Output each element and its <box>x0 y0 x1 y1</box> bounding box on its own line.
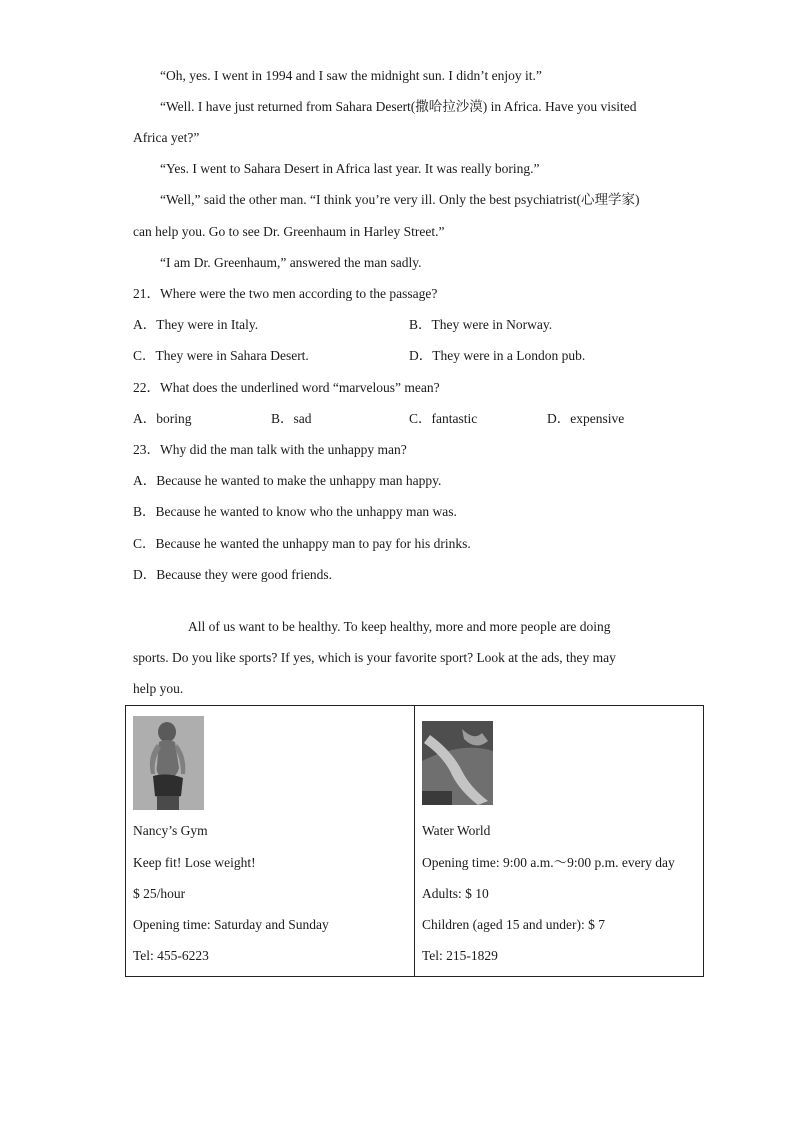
q23-option-b: B．Because he wanted to know who the unhappy man was. <box>133 504 457 519</box>
water-world-adults-price: Adults: $ 10 <box>422 886 489 901</box>
intro-line-1: All of us want to be healthy. To keep healthy, more and more people are doing <box>188 619 611 634</box>
question-21-stem: 21．Where were the two men according to the passage? <box>133 286 438 301</box>
q23-option-d: D．Because they were good friends. <box>133 567 333 582</box>
story-line-2: “Well. I have just returned from Sahara Desert(撒哈拉沙漠) in Africa. Have you visited <box>160 99 637 114</box>
story-line-4: “Yes. I went to Sahara Desert in Africa last year. It was really boring.” <box>160 161 540 176</box>
water-world-name: Water World <box>422 823 491 838</box>
gym-ad-cell <box>126 706 415 977</box>
intro-line-2: sports. Do you like sports? If yes, which is your favorite sport? Look at the ads, they may <box>133 650 616 665</box>
q22-option-b: B．sad <box>271 411 312 426</box>
q22-option-c: C．fantastic <box>409 411 478 426</box>
water-world-tel: Tel: 215-1829 <box>422 948 498 963</box>
story-line-3: Africa yet?” <box>133 130 200 145</box>
gym-tel: Tel: 455-6223 <box>133 948 209 963</box>
q22-option-a: A．boring <box>133 411 192 426</box>
q21-option-a: A．They were in Italy. <box>133 317 259 332</box>
gym-woman-photo <box>133 716 204 810</box>
story-line-6: can help you. Go to see Dr. Greenhaum in Harley Street.” <box>133 224 445 239</box>
ads-table <box>125 705 704 977</box>
q21-option-c: C．They were in Sahara Desert. <box>133 348 309 363</box>
q23-option-a: A．Because he wanted to make the unhappy man happy. <box>133 473 442 488</box>
gym-opening-time: Opening time: Saturday and Sunday <box>133 917 329 932</box>
water-world-opening-time: Opening time: 9:00 a.m.～9:00 p.m. every day <box>422 855 675 870</box>
water-world-children-price: Children (aged 15 and under): $ 7 <box>422 917 605 932</box>
q21-option-d: D．They were in a London pub. <box>409 348 586 363</box>
water-slide-photo <box>422 721 493 805</box>
q22-option-d: D．expensive <box>547 411 625 426</box>
story-line-7: “I am Dr. Greenhaum,” answered the man sadly. <box>160 255 422 270</box>
q23-option-c: C．Because he wanted the unhappy man to pay for his drinks. <box>133 536 471 551</box>
q21-option-b: B．They were in Norway. <box>409 317 553 332</box>
story-line-5: “Well,” said the other man. “I think you’re very ill. Only the best psychiatrist(心理学家) <box>160 192 640 207</box>
water-world-ad-cell <box>415 706 704 977</box>
story-line-1: “Oh, yes. I went in 1994 and I saw the midnight sun. I didn’t enjoy it.” <box>160 68 542 83</box>
intro-line-3: help you. <box>133 681 184 696</box>
gym-name: Nancy’s Gym <box>133 823 208 838</box>
question-23-stem: 23．Why did the man talk with the unhappy man? <box>133 442 407 457</box>
gym-price: $ 25/hour <box>133 886 186 901</box>
question-22-stem: 22．What does the underlined word “marvelous” mean? <box>133 380 440 395</box>
gym-slogan: Keep fit! Lose weight! <box>133 855 256 870</box>
